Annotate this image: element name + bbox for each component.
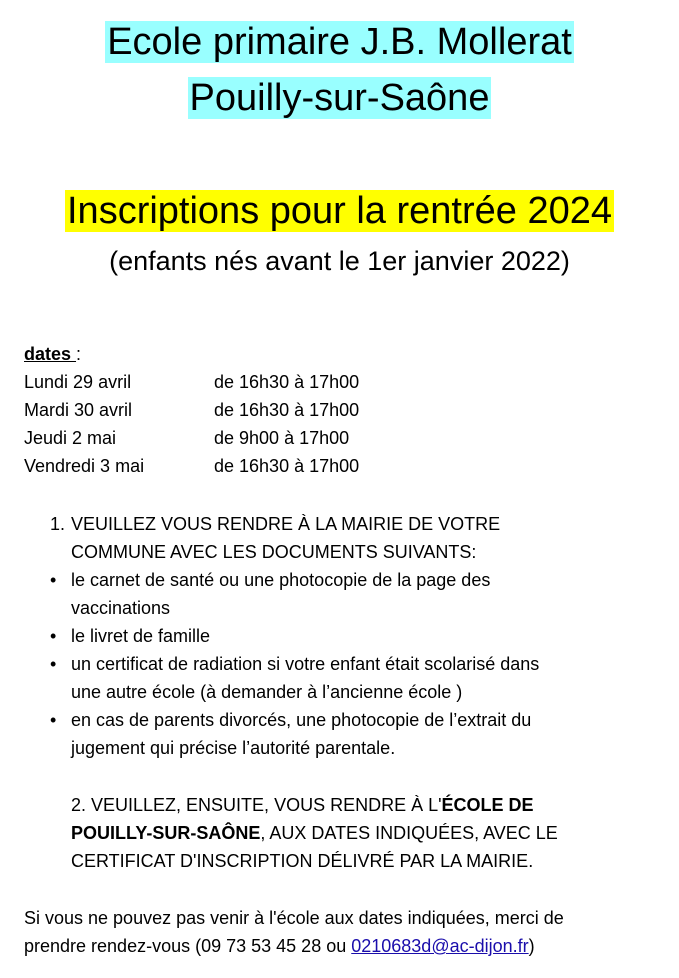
list-item: un certificat de radiation si votre enfant était scolarisé dans (71, 654, 540, 674)
step2-line1 (71, 791, 534, 819)
step2-line2 (71, 819, 558, 847)
dates-label-suffix: : (76, 344, 82, 364)
date-row (24, 424, 624, 452)
step2-line1-bold: ÉCOLE DE (441, 795, 534, 815)
list-item: en cas de parents divorcés, une photocopie de l’extrait du (71, 710, 532, 730)
headline: Inscriptions pour la rentrée 2024 (67, 190, 612, 232)
list-item-continued: une autre école (à demander à l’ancienne école ) (71, 682, 463, 702)
bullet-glyph: • (50, 570, 57, 590)
town-line (0, 76, 679, 120)
headline-line (0, 189, 679, 233)
date-day: Jeudi 2 mai (24, 428, 117, 448)
date-row (24, 368, 624, 396)
footer-line2-text: prendre rendez-vous (09 73 53 45 28 ou (24, 936, 352, 956)
step2-line2-bold: POUILLY-SUR-SAÔNE (71, 823, 261, 843)
list-item-continued: jugement qui précise l’autorité parentale. (71, 738, 396, 758)
dates-heading (24, 340, 81, 368)
date-time: de 9h00 à 17h00 (214, 428, 350, 448)
date-time: de 16h30 à 17h00 (214, 372, 360, 392)
step1-line2: COMMUNE AVEC LES DOCUMENTS SUIVANTS: (71, 542, 477, 562)
list-item: le carnet de santé ou une photocopie de la page des (71, 570, 491, 590)
town-name: Pouilly-sur-Saône (189, 77, 490, 119)
footer-line1: Si vous ne pouvez pas venir à l'école aux dates indiquées, merci de (24, 908, 564, 928)
subheadline: (enfants nés avant le 1er janvier 2022) (109, 246, 570, 276)
date-row (24, 452, 624, 480)
footer-line2 (24, 932, 535, 960)
step2-line2-text: , AUX DATES INDIQUÉES, AVEC LE (260, 823, 558, 843)
school-name-line (0, 20, 679, 64)
date-time: de 16h30 à 17h00 (214, 456, 360, 476)
bullet-glyph: • (50, 626, 57, 646)
bullet-glyph: • (50, 654, 57, 674)
footer-line2-end: ) (528, 936, 535, 956)
date-time: de 16h30 à 17h00 (214, 400, 360, 420)
date-day: Vendredi 3 mai (24, 456, 145, 476)
step1-line1: VEUILLEZ VOUS RENDRE À LA MAIRIE DE VOTRE (71, 514, 501, 534)
dates-label: dates (24, 344, 77, 364)
step1-number: 1. (50, 514, 66, 534)
step2-line1-text: 2. VEUILLEZ, ENSUITE, VOUS RENDRE À L' (71, 795, 442, 815)
school-name: Ecole primaire J.B. Mollerat (107, 21, 572, 63)
email-link[interactable]: 0210683d@ac-dijon.fr (351, 936, 529, 956)
date-day: Lundi 29 avril (24, 372, 132, 392)
step2-line3: CERTIFICAT D'INSCRIPTION DÉLIVRÉ PAR LA MAIRIE. (71, 851, 534, 871)
bullet-glyph: • (50, 710, 57, 730)
list-item-continued: vaccinations (71, 598, 171, 618)
date-row (24, 396, 624, 424)
date-day: Mardi 30 avril (24, 400, 133, 420)
list-item: le livret de famille (71, 626, 211, 646)
